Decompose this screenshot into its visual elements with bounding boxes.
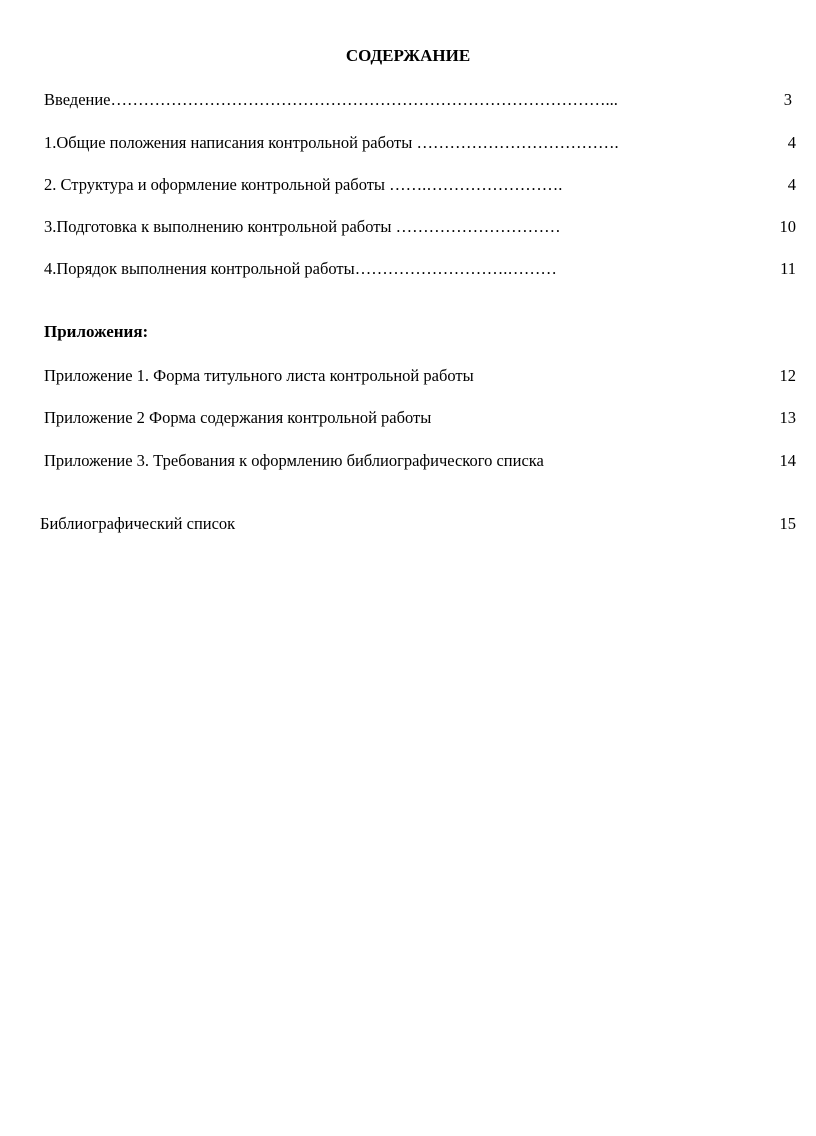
- bibliography-entry-page: 15: [779, 514, 796, 533]
- toc-entry-page: 4: [787, 175, 796, 194]
- appendix-entry-label: Приложение 3. Требования к оформлению библиографического списка: [44, 451, 544, 470]
- appendix-entry-label: Приложение 2 Форма содержания контрольной работы: [44, 408, 432, 427]
- toc-entry-label: 4.Порядок выполнения контрольной работы……………………….………: [44, 259, 557, 278]
- toc-entry-page: 3: [783, 90, 792, 109]
- appendix-heading: Приложения:: [44, 322, 149, 341]
- toc-entry-page: 4: [787, 133, 796, 152]
- toc-entry-label: 1.Общие положения написания контрольной работы ……………………………….: [44, 133, 619, 152]
- toc-entry-page: 10: [779, 217, 796, 236]
- page-title: СОДЕРЖАНИЕ: [345, 46, 471, 65]
- appendix-entry-label: Приложение 1. Форма титульного листа контрольной работы: [44, 366, 474, 385]
- appendix-entry-page: 14: [779, 451, 796, 470]
- bibliography-entry-label: Библиографический список: [40, 514, 236, 533]
- toc-entry-page: 11: [780, 259, 796, 278]
- toc-entry-label: 2. Структура и оформление контрольной работы …….…………………….: [44, 175, 563, 194]
- toc-entry-label: 3.Подготовка к выполнению контрольной работы …………………………: [44, 217, 561, 236]
- appendix-entry-page: 13: [779, 408, 796, 427]
- appendix-entry-page: 12: [779, 366, 796, 385]
- toc-entry-label: Введение………………………………………………………………………………...: [44, 90, 618, 109]
